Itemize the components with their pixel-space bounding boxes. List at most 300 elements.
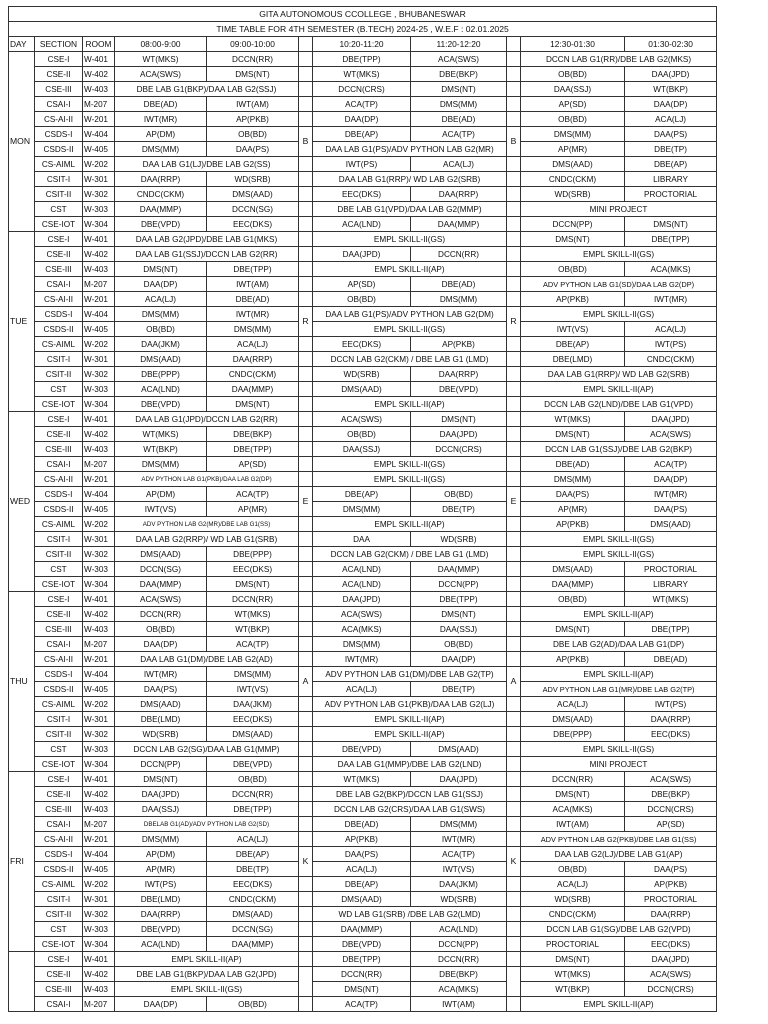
slot-3-cell: IWT(MR) bbox=[313, 652, 411, 667]
break-1-cell bbox=[299, 772, 313, 787]
slot-3-cell: DCCN(CRS) bbox=[313, 82, 411, 97]
slot-6-cell: IWT(PS) bbox=[625, 337, 717, 352]
section-cell: CSE-II bbox=[35, 967, 83, 982]
break-2-cell bbox=[507, 952, 521, 967]
break-1-cell bbox=[299, 247, 313, 262]
slot-4-cell: DAA(MMP) bbox=[411, 562, 507, 577]
slot-6-cell: DBE(TP) bbox=[625, 142, 717, 157]
slot-1-cell: DAA(DP) bbox=[115, 637, 207, 652]
slot-6-cell: IWT(PS) bbox=[625, 697, 717, 712]
slot-2-cell: OB(BD) bbox=[207, 772, 299, 787]
day-label bbox=[9, 952, 35, 1012]
break-1-cell bbox=[299, 922, 313, 937]
slot-1-cell: DCCN(SG) bbox=[115, 562, 207, 577]
section-cell: CSIT-II bbox=[35, 907, 83, 922]
break-1-cell bbox=[299, 97, 313, 112]
section-cell: CSAI-I bbox=[35, 817, 83, 832]
section-cell: CS-AI-II bbox=[35, 112, 83, 127]
slot-6-cell: DBE(AD) bbox=[625, 652, 717, 667]
slot-4-cell: DAA(DP) bbox=[411, 652, 507, 667]
room-cell: W-403 bbox=[83, 442, 115, 457]
break-2-cell bbox=[507, 757, 521, 772]
slot-4-cell: DBE(AD) bbox=[411, 277, 507, 292]
section-cell: CSIT-I bbox=[35, 352, 83, 367]
table-row bbox=[9, 337, 717, 352]
slot-5-cell: DBE(PPP) bbox=[521, 727, 625, 742]
table-row bbox=[9, 997, 717, 1012]
merged-slot-3-4: EMPL SKILL-II(AP) bbox=[313, 517, 507, 532]
break-1-label bbox=[299, 967, 313, 997]
section-cell: CS-AI-II bbox=[35, 832, 83, 847]
slot-5-cell: DCCN(PP) bbox=[521, 217, 625, 232]
slot-2-cell: IWT(AM) bbox=[207, 277, 299, 292]
section-cell: CS-AIML bbox=[35, 517, 83, 532]
slot-2-cell: DAA(MMP) bbox=[207, 937, 299, 952]
slot-5-cell: WT(MKS) bbox=[521, 967, 625, 982]
slot-6-cell: AP(PKB) bbox=[625, 877, 717, 892]
break-1-cell bbox=[299, 907, 313, 922]
room-cell: W-201 bbox=[83, 472, 115, 487]
slot-2-cell: DAA(MMP) bbox=[207, 382, 299, 397]
room-cell: W-201 bbox=[83, 112, 115, 127]
slot-4-cell: IWT(AM) bbox=[411, 997, 507, 1012]
merged-slot-1-2: ADV PYTHON LAB G2(MR)/DBE LAB G1(SS) bbox=[115, 517, 299, 532]
slot-4-cell: WD(SRB) bbox=[411, 532, 507, 547]
merged-slot-5-6: EMPL SKILL-II(GS) bbox=[521, 742, 717, 757]
slot-3-cell: ACA(TP) bbox=[313, 997, 411, 1012]
break-2-cell bbox=[507, 457, 521, 472]
slot-4-cell: ACA(LJ) bbox=[411, 157, 507, 172]
slot-6-cell: DMS(AAD) bbox=[625, 517, 717, 532]
break-1-cell bbox=[299, 952, 313, 967]
table-row bbox=[9, 172, 717, 187]
slot-5-cell: DAA(SSJ) bbox=[521, 82, 625, 97]
slot-4-cell: ACA(MKS) bbox=[411, 982, 507, 997]
break-1-cell bbox=[299, 517, 313, 532]
table-row bbox=[9, 472, 717, 487]
table-row bbox=[9, 322, 717, 337]
slot-4-cell: WD(SRB) bbox=[411, 892, 507, 907]
break-2-cell bbox=[507, 82, 521, 97]
table-row bbox=[9, 862, 717, 877]
break-2-cell bbox=[507, 532, 521, 547]
table-row bbox=[9, 982, 717, 997]
slot-1-cell: DAA(RRP) bbox=[115, 172, 207, 187]
slot-2-cell: IWT(MR) bbox=[207, 307, 299, 322]
slot-1-cell: DBE(PPP) bbox=[115, 367, 207, 382]
table-row bbox=[9, 157, 717, 172]
slot-6-cell: EEC(DKS) bbox=[625, 937, 717, 952]
section-cell: CSE-I bbox=[35, 232, 83, 247]
merged-slot-1-2: ADV PYTHON LAB G1(PKB)/DAA LAB G2(DP) bbox=[115, 472, 299, 487]
slot-2-cell: DCCN(RR) bbox=[207, 592, 299, 607]
slot-6-cell: DAA(JPD) bbox=[625, 412, 717, 427]
slot-2-cell: DCCN(RR) bbox=[207, 787, 299, 802]
header-slot-4: 11:20-12:20 bbox=[411, 37, 507, 52]
room-cell: M-207 bbox=[83, 97, 115, 112]
merged-slot-1-2: DBELAB G1(AD)/ADV PYTHON LAB G2(SD) bbox=[115, 817, 299, 832]
slot-2-cell: OB(BD) bbox=[207, 127, 299, 142]
merged-slot-3-4: EMPL SKILL-II(GS) bbox=[313, 472, 507, 487]
merged-slot-1-2: DAA LAB G2(RRP)/ WD LAB G1(SRB) bbox=[115, 532, 299, 547]
table-row bbox=[9, 757, 717, 772]
slot-3-cell: ACA(LND) bbox=[313, 217, 411, 232]
slot-5-cell: OB(BD) bbox=[521, 862, 625, 877]
slot-1-cell: IWT(MR) bbox=[115, 667, 207, 682]
slot-3-cell: DMS(AAD) bbox=[313, 892, 411, 907]
day-label: MON bbox=[9, 52, 35, 232]
slot-6-cell: ACA(SWS) bbox=[625, 427, 717, 442]
slot-4-cell: DAA(JKM) bbox=[411, 877, 507, 892]
slot-5-cell: ACA(LJ) bbox=[521, 697, 625, 712]
section-cell: CSDS-I bbox=[35, 487, 83, 502]
slot-1-cell: DMS(MM) bbox=[115, 142, 207, 157]
merged-slot-5-6: EMPL SKILL-II(GS) bbox=[521, 547, 717, 562]
merged-slot-3-4: DAA LAB G1(MMP)/DBE LAB G2(LND) bbox=[313, 757, 507, 772]
slot-2-cell: DMS(AAD) bbox=[207, 187, 299, 202]
table-row bbox=[9, 382, 717, 397]
break-1-cell bbox=[299, 367, 313, 382]
table-row bbox=[9, 142, 717, 157]
break-2-cell bbox=[507, 367, 521, 382]
slot-3-cell: ACA(TP) bbox=[313, 97, 411, 112]
section-cell: CSE-III bbox=[35, 262, 83, 277]
slot-2-cell: DAA(RRP) bbox=[207, 352, 299, 367]
room-cell: W-201 bbox=[83, 832, 115, 847]
slot-6-cell: IWT(MR) bbox=[625, 487, 717, 502]
break-2-cell bbox=[507, 202, 521, 217]
room-cell: W-401 bbox=[83, 232, 115, 247]
slot-5-cell: PROCTORIAL bbox=[521, 937, 625, 952]
slot-6-cell: DAA(RRP) bbox=[625, 907, 717, 922]
slot-1-cell: CNDC(CKM) bbox=[115, 187, 207, 202]
merged-slot-1-2: DCCN LAB G2(SG)/DAA LAB G1(MMP) bbox=[115, 742, 299, 757]
break-1-cell bbox=[299, 217, 313, 232]
merged-slot-5-6: EMPL SKILL-II(AP) bbox=[521, 607, 717, 622]
slot-4-cell: IWT(VS) bbox=[411, 862, 507, 877]
slot-5-cell: ACA(MKS) bbox=[521, 802, 625, 817]
slot-3-cell: DBE(TPP) bbox=[313, 952, 411, 967]
section-cell: CSDS-I bbox=[35, 847, 83, 862]
slot-4-cell: DMS(MM) bbox=[411, 817, 507, 832]
break-1-cell bbox=[299, 262, 313, 277]
break-2-label: K bbox=[507, 847, 521, 877]
room-cell: W-403 bbox=[83, 802, 115, 817]
slot-6-cell: DAA(JPD) bbox=[625, 952, 717, 967]
room-cell: W-405 bbox=[83, 322, 115, 337]
slot-5-cell: OB(BD) bbox=[521, 592, 625, 607]
slot-1-cell: DAA(DP) bbox=[115, 277, 207, 292]
slot-6-cell: PROCTORIAL bbox=[625, 187, 717, 202]
section-cell: CSDS-II bbox=[35, 502, 83, 517]
slot-2-cell: DBE(VPD) bbox=[207, 757, 299, 772]
break-1-cell bbox=[299, 622, 313, 637]
room-cell: W-304 bbox=[83, 577, 115, 592]
break-1-cell bbox=[299, 607, 313, 622]
slot-3-cell: DAA(PS) bbox=[313, 847, 411, 862]
slot-5-cell: AP(MR) bbox=[521, 142, 625, 157]
slot-6-cell: DAA(DP) bbox=[625, 97, 717, 112]
merged-slot-3-4: ADV PYTHON LAB G1(DM)/DBE LAB G2(TP) bbox=[313, 667, 507, 682]
break-1-label: E bbox=[299, 487, 313, 517]
room-cell: W-402 bbox=[83, 787, 115, 802]
slot-3-cell: ACA(LND) bbox=[313, 577, 411, 592]
slot-3-cell: DAA(DP) bbox=[313, 112, 411, 127]
merged-slot-3-4: EMPL SKILL-II(AP) bbox=[313, 712, 507, 727]
slot-6-cell: ACA(SWS) bbox=[625, 772, 717, 787]
section-cell: CSE-III bbox=[35, 82, 83, 97]
merged-slot-5-6: DCCN LAB G2(LND)/DBE LAB G1(VPD) bbox=[521, 397, 717, 412]
slot-2-cell: ACA(TP) bbox=[207, 487, 299, 502]
section-cell: CSIT-I bbox=[35, 712, 83, 727]
merged-slot-1-2: DAA LAB G2(JPD)/DBE LAB G1(MKS) bbox=[115, 232, 299, 247]
merged-slot-5-6: MINI PROJECT bbox=[521, 757, 717, 772]
section-cell: CSE-I bbox=[35, 592, 83, 607]
section-cell: CSIT-II bbox=[35, 187, 83, 202]
merged-slot-3-4: DCCN LAB G2(CKM) / DBE LAB G1 (LMD) bbox=[313, 352, 507, 367]
slot-2-cell: DMS(NT) bbox=[207, 67, 299, 82]
merged-slot-5-6: EMPL SKILL-II(GS) bbox=[521, 307, 717, 322]
room-cell: W-303 bbox=[83, 742, 115, 757]
slot-6-cell: LIBRARY bbox=[625, 172, 717, 187]
slot-1-cell: DMS(AAD) bbox=[115, 697, 207, 712]
slot-6-cell: CNDC(CKM) bbox=[625, 352, 717, 367]
slot-2-cell: DBE(TPP) bbox=[207, 442, 299, 457]
room-cell: W-303 bbox=[83, 562, 115, 577]
slot-4-cell: AP(PKB) bbox=[411, 337, 507, 352]
room-cell: W-405 bbox=[83, 682, 115, 697]
merged-slot-5-6: EMPL SKILL-II(GS) bbox=[521, 247, 717, 262]
slot-1-cell: DAA(MMP) bbox=[115, 577, 207, 592]
slot-6-cell: DAA(RRP) bbox=[625, 712, 717, 727]
break-1-cell bbox=[299, 292, 313, 307]
slot-4-cell: DBE(BKP) bbox=[411, 967, 507, 982]
break-1-label: B bbox=[299, 127, 313, 157]
slot-3-cell: AP(SD) bbox=[313, 277, 411, 292]
table-row bbox=[9, 352, 717, 367]
slot-3-cell: ACA(SWS) bbox=[313, 412, 411, 427]
break-2-cell bbox=[507, 622, 521, 637]
slot-1-cell: OB(BD) bbox=[115, 622, 207, 637]
slot-1-cell: ACA(LND) bbox=[115, 937, 207, 952]
room-cell: W-403 bbox=[83, 622, 115, 637]
merged-slot-3-4: WD LAB G1(SRB) /DBE LAB G2(LMD) bbox=[313, 907, 507, 922]
day-label: THU bbox=[9, 592, 35, 772]
merged-slot-5-6: DAA LAB G2(LJ)/DBE LAB G1(AP) bbox=[521, 847, 717, 862]
section-cell: CSIT-II bbox=[35, 547, 83, 562]
slot-4-cell: DAA(RRP) bbox=[411, 367, 507, 382]
section-cell: CSDS-II bbox=[35, 322, 83, 337]
break-1-label: K bbox=[299, 847, 313, 877]
room-cell: W-202 bbox=[83, 337, 115, 352]
merged-slot-5-6: MINI PROJECT bbox=[521, 202, 717, 217]
slot-2-cell: DMS(NT) bbox=[207, 397, 299, 412]
break-1-cell bbox=[299, 592, 313, 607]
section-cell: CSE-I bbox=[35, 412, 83, 427]
room-cell: W-402 bbox=[83, 67, 115, 82]
slot-3-cell: WD(SRB) bbox=[313, 367, 411, 382]
slot-2-cell: OB(BD) bbox=[207, 997, 299, 1012]
slot-4-cell: IWT(MR) bbox=[411, 832, 507, 847]
slot-6-cell: ACA(LJ) bbox=[625, 112, 717, 127]
slot-1-cell: AP(DM) bbox=[115, 487, 207, 502]
slot-3-cell: DBE(VPD) bbox=[313, 937, 411, 952]
table-row bbox=[9, 262, 717, 277]
break-1-cell bbox=[299, 382, 313, 397]
header-slot-6: 01:30-02:30 bbox=[625, 37, 717, 52]
table-row bbox=[9, 922, 717, 937]
room-cell: W-304 bbox=[83, 937, 115, 952]
slot-1-cell: DBE(VPD) bbox=[115, 217, 207, 232]
slot-2-cell: EEC(DKS) bbox=[207, 562, 299, 577]
break-1-cell bbox=[299, 232, 313, 247]
section-cell: CSE-III bbox=[35, 982, 83, 997]
section-cell: CSE-II bbox=[35, 787, 83, 802]
timetable bbox=[8, 6, 717, 1012]
slot-6-cell: DAA(PS) bbox=[625, 862, 717, 877]
merged-slot-3-4: DAA LAB G1(PS)/ADV PYTHON LAB G2(MR) bbox=[313, 142, 507, 157]
break-2-cell bbox=[507, 787, 521, 802]
section-cell: CSE-IOT bbox=[35, 757, 83, 772]
section-cell: CSDS-I bbox=[35, 127, 83, 142]
slot-3-cell: ACA(MKS) bbox=[313, 622, 411, 637]
break-2-cell bbox=[507, 742, 521, 757]
section-cell: CSE-IOT bbox=[35, 937, 83, 952]
merged-slot-5-6: DCCN LAB G1(SG)/DBE LAB G2(VPD) bbox=[521, 922, 717, 937]
room-cell: M-207 bbox=[83, 817, 115, 832]
merged-slot-3-4: EMPL SKILL-II(GS) bbox=[313, 322, 507, 337]
slot-1-cell: DAA(MMP) bbox=[115, 202, 207, 217]
break-2-cell bbox=[507, 472, 521, 487]
table-row bbox=[9, 202, 717, 217]
break-2-cell bbox=[507, 772, 521, 787]
slot-3-cell: DCCN(RR) bbox=[313, 967, 411, 982]
section-cell: CSDS-I bbox=[35, 307, 83, 322]
slot-4-cell: DCCN(CRS) bbox=[411, 442, 507, 457]
break-1-cell bbox=[299, 892, 313, 907]
section-cell: CSAI-I bbox=[35, 997, 83, 1012]
section-cell: CSE-II bbox=[35, 427, 83, 442]
break-2-cell bbox=[507, 172, 521, 187]
slot-1-cell: DBE(LMD) bbox=[115, 712, 207, 727]
break-2-cell bbox=[507, 397, 521, 412]
slot-2-cell: AP(PKB) bbox=[207, 112, 299, 127]
merged-slot-5-6: DAA LAB G1(RRP)/ WD LAB G2(SRB) bbox=[521, 367, 717, 382]
slot-5-cell: IWT(VS) bbox=[521, 322, 625, 337]
break-1-cell bbox=[299, 352, 313, 367]
section-cell: CSE-I bbox=[35, 952, 83, 967]
slot-2-cell: DBE(PPP) bbox=[207, 547, 299, 562]
room-cell: W-301 bbox=[83, 172, 115, 187]
table-row bbox=[9, 307, 717, 322]
slot-6-cell: DBE(TPP) bbox=[625, 622, 717, 637]
room-cell: W-303 bbox=[83, 202, 115, 217]
merged-slot-3-4: DAA LAB G1(RRP)/ WD LAB G2(SRB) bbox=[313, 172, 507, 187]
slot-1-cell: DMS(AAD) bbox=[115, 547, 207, 562]
slot-4-cell: DMS(AAD) bbox=[411, 742, 507, 757]
room-cell: W-202 bbox=[83, 157, 115, 172]
header-row bbox=[9, 37, 717, 52]
section-cell: CSIT-I bbox=[35, 892, 83, 907]
room-cell: W-404 bbox=[83, 127, 115, 142]
slot-2-cell: DCCN(SG) bbox=[207, 922, 299, 937]
break-1-cell bbox=[299, 172, 313, 187]
slot-3-cell: ACA(SWS) bbox=[313, 607, 411, 622]
room-cell: W-202 bbox=[83, 697, 115, 712]
slot-1-cell: DBE(VPD) bbox=[115, 922, 207, 937]
break-2-cell bbox=[507, 352, 521, 367]
merged-slot-3-4: EMPL SKILL-II(GS) bbox=[313, 232, 507, 247]
slot-1-cell: DCCN(PP) bbox=[115, 757, 207, 772]
slot-4-cell: DMS(NT) bbox=[411, 82, 507, 97]
table-row bbox=[9, 952, 717, 967]
break-1-cell bbox=[299, 112, 313, 127]
slot-1-cell: IWT(PS) bbox=[115, 877, 207, 892]
table-row bbox=[9, 367, 717, 382]
break-2-cell bbox=[507, 412, 521, 427]
slot-1-cell: DAA(JPD) bbox=[115, 787, 207, 802]
break-2-cell bbox=[507, 547, 521, 562]
slot-1-cell: DAA(JKM) bbox=[115, 337, 207, 352]
slot-4-cell: ACA(LND) bbox=[411, 922, 507, 937]
merged-slot-5-6: EMPL SKILL-II(AP) bbox=[521, 667, 717, 682]
section-cell: CS-AIML bbox=[35, 877, 83, 892]
table-row bbox=[9, 502, 717, 517]
room-cell: M-207 bbox=[83, 277, 115, 292]
room-cell: W-402 bbox=[83, 247, 115, 262]
slot-1-cell: WT(BKP) bbox=[115, 442, 207, 457]
room-cell: W-402 bbox=[83, 967, 115, 982]
slot-1-cell: ACA(LJ) bbox=[115, 292, 207, 307]
break-1-cell bbox=[299, 397, 313, 412]
slot-1-cell: DMS(NT) bbox=[115, 772, 207, 787]
table-row bbox=[9, 187, 717, 202]
table-row bbox=[9, 622, 717, 637]
slot-4-cell: ACA(SWS) bbox=[411, 52, 507, 67]
table-row bbox=[9, 217, 717, 232]
break-2-cell bbox=[507, 652, 521, 667]
table-row bbox=[9, 772, 717, 787]
slot-2-cell: WT(MKS) bbox=[207, 607, 299, 622]
table-row bbox=[9, 712, 717, 727]
table-row bbox=[9, 232, 717, 247]
slot-2-cell: DMS(MM) bbox=[207, 667, 299, 682]
slot-3-cell: DBE(TPP) bbox=[313, 52, 411, 67]
break-1-cell bbox=[299, 52, 313, 67]
slot-1-cell: IWT(MR) bbox=[115, 112, 207, 127]
room-cell: W-302 bbox=[83, 907, 115, 922]
merged-slot-1-2: DAA LAB G1(JPD)/DCCN LAB G2(RR) bbox=[115, 412, 299, 427]
table-row bbox=[9, 817, 717, 832]
break-1-cell bbox=[299, 82, 313, 97]
slot-2-cell: ACA(LJ) bbox=[207, 337, 299, 352]
break-2-cell bbox=[507, 427, 521, 442]
break-2-cell bbox=[507, 247, 521, 262]
break-2-cell bbox=[507, 877, 521, 892]
header-day: DAY bbox=[9, 37, 35, 52]
table-row bbox=[9, 727, 717, 742]
table-row bbox=[9, 397, 717, 412]
break-2-label: R bbox=[507, 307, 521, 337]
break-2-cell bbox=[507, 907, 521, 922]
slot-3-cell: DMS(NT) bbox=[313, 982, 411, 997]
slot-2-cell: DBE(TPP) bbox=[207, 262, 299, 277]
slot-5-cell: OB(BD) bbox=[521, 262, 625, 277]
merged-slot-5-6: EMPL SKILL-II(AP) bbox=[521, 997, 717, 1012]
table-row bbox=[9, 877, 717, 892]
room-cell: W-302 bbox=[83, 367, 115, 382]
slot-4-cell: DMS(MM) bbox=[411, 292, 507, 307]
